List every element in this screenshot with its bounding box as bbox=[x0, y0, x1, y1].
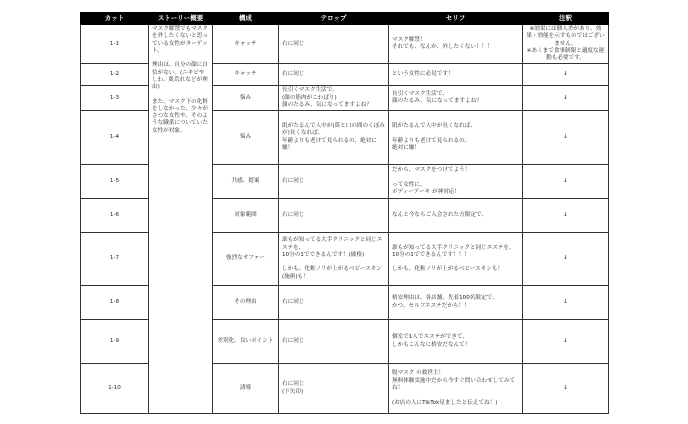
note-cell: ※効果には個人差があり、効果・効能を示すものではございません。 ※あくまで食事制限と適度な運動も必要です。 bbox=[523, 25, 609, 64]
cut-cell: 1-3 bbox=[81, 86, 149, 111]
note-cell: ↓ bbox=[523, 320, 609, 364]
header-structure: 構成 bbox=[213, 13, 279, 25]
cut-cell: 1-1 bbox=[81, 25, 149, 64]
telop-cell: 右に同じ bbox=[279, 25, 389, 64]
cut-cell: 1-10 bbox=[81, 364, 149, 414]
structure-cell: 差別化、良いポイント bbox=[213, 320, 279, 364]
cut-cell: 1-6 bbox=[81, 199, 149, 233]
serif-cell: 長引くマスク生活で、 顔のたるみ、気になってますよね？ bbox=[389, 86, 523, 111]
telop-cell: 長引くマスク生活で、 (顔の筋肉がこわばり) 顔のたるみ、気になってますよね？ bbox=[279, 86, 389, 111]
telop-cell: 右に同じ bbox=[279, 286, 389, 320]
header-cut: カット bbox=[81, 13, 149, 25]
cut-cell: 1-2 bbox=[81, 64, 149, 86]
serif-cell: 格安理由は、各店舗、先着100名限定で、 かつ、セルフエステだから！！ bbox=[389, 286, 523, 320]
structure-cell: 強烈なオファー bbox=[213, 233, 279, 286]
cut-cell: 1-9 bbox=[81, 320, 149, 364]
note-cell: ↓ bbox=[523, 165, 609, 199]
serif-cell: だから、マスクをつけてよう！ って女性に、 ボディーアーキ が神対応！ bbox=[389, 165, 523, 199]
header-story: ストーリー概要 bbox=[149, 13, 213, 25]
serif-cell: 個室で1人でエステができて、 しかもこんなに格安だなんて！ bbox=[389, 320, 523, 364]
note-cell: ↓ bbox=[523, 199, 609, 233]
telop-cell: 誰もが知ってる大手クリニックと同じエステを、 10分の1でできるんです！(破格) しかも、化粧ノリが上がるベビースキン(施術)も！ bbox=[279, 233, 389, 286]
telop-cell: 右に同じ bbox=[279, 165, 389, 199]
structure-cell: 共感、提案 bbox=[213, 165, 279, 199]
storyboard-table bbox=[80, 12, 609, 414]
header-telop: テロップ bbox=[279, 13, 389, 25]
note-cell: ↓ bbox=[523, 86, 609, 111]
structure-cell: キャッチ bbox=[213, 64, 279, 86]
header-serif: セリフ bbox=[389, 13, 523, 25]
structure-cell: キャッチ bbox=[213, 25, 279, 64]
structure-cell: 誘導 bbox=[213, 364, 279, 414]
telop-cell: 右に同じ bbox=[279, 199, 389, 233]
cut-cell: 1-5 bbox=[81, 165, 149, 199]
note-cell: ↓ bbox=[523, 364, 609, 414]
structure-cell: 対象範囲 bbox=[213, 199, 279, 233]
header-row bbox=[81, 13, 609, 25]
serif-cell: という女性に必見です！ bbox=[389, 64, 523, 86]
telop-cell: 右に同じ bbox=[279, 64, 389, 86]
serif-cell: 脱マスク の救世主！ 無料体験実施中だから今すぐ問い合わせしてみてね！ (お店の人にTikTok見ましたと伝えてね！) bbox=[389, 364, 523, 414]
header-note: 注釈 bbox=[523, 13, 609, 25]
serif-cell: マスク解禁！ それでも、なんか、外したくない！！！ bbox=[389, 25, 523, 64]
note-cell: ↓ bbox=[523, 286, 609, 320]
note-cell: ↓ bbox=[523, 111, 609, 165]
serif-cell: 肌がたるんで人中が長くなれば、 年齢よりも老けて見られるの、 絶対に嫌！ bbox=[389, 111, 523, 165]
note-cell: ↓ bbox=[523, 233, 609, 286]
cut-cell: 1-7 bbox=[81, 233, 149, 286]
telop-cell: 肌がたるんで人中が(鼻と口の間のくぼみが)長くなれば、 年齢よりも老けて見られるの、絶対に嫌！ bbox=[279, 111, 389, 165]
structure-cell: 悩み bbox=[213, 86, 279, 111]
cut-cell: 1-4 bbox=[81, 111, 149, 165]
telop-cell: 右に同じ (下矢印) bbox=[279, 364, 389, 414]
structure-cell: その理由 bbox=[213, 286, 279, 320]
telop-cell: 右に同じ bbox=[279, 320, 389, 364]
story-cell: マスク解禁でもマスクを外したくないと思っている女性がターゲット。 理由は、自分の顔に自信がない。(ニキビやしわ、肌荒れなどが理由) また、マスク下の化粧をしなかった、少々がさつな女性や、そのような職業についていた女性が対象。 bbox=[149, 25, 213, 414]
serif-cell: なんと今ならご入会された方限定で、 bbox=[389, 199, 523, 233]
table-row bbox=[81, 25, 609, 64]
structure-cell: 悩み bbox=[213, 111, 279, 165]
serif-cell: 誰もが知ってる大手クリニックと同じエステを、 10分の1でできるんです！！！ しかも、化粧ノリが上がるベビースキンも！ bbox=[389, 233, 523, 286]
note-cell: ↓ bbox=[523, 64, 609, 86]
cut-cell: 1-8 bbox=[81, 286, 149, 320]
